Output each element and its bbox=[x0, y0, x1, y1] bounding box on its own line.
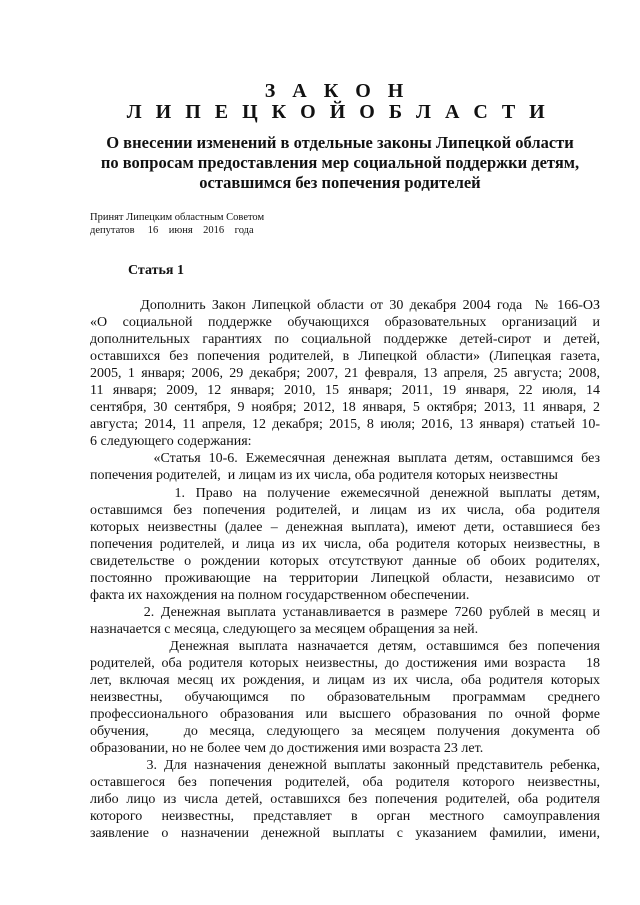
body-line: постоянно проживающие на территории Липецкой области, независимо от bbox=[90, 570, 600, 586]
body-line: назначается с месяца, следующего за месяцем обращения за ней. bbox=[90, 621, 479, 637]
body-line: 6 следующего содержания: bbox=[90, 434, 252, 450]
body-line: родителей, оба родителя которых неизвестны, до достижения ими возраста 18 bbox=[90, 655, 600, 671]
body-line: «Статья 10-6. Ежемесячная денежная выплата детям, оставшимся без bbox=[90, 451, 600, 467]
body-line: 1. Право на получение ежемесячной денежной выплаты детям, bbox=[90, 485, 600, 501]
law-region-title: Л И П Е Ц К О Й О Б Л А С Т И bbox=[126, 101, 550, 123]
article-body bbox=[90, 297, 600, 843]
law-subtitle bbox=[60, 133, 620, 193]
body-line: факта их нахождения на полном государственном обеспечении. bbox=[90, 587, 470, 603]
body-line: свидетельстве о рождении которых отсутствуют данные об обоих родителях, bbox=[90, 553, 600, 569]
body-line: попечения родителей, и лица из их числа, оба родителя которых неизвестны, в bbox=[90, 536, 600, 552]
adoption-date-line: депутатов 16 июня 2016 года bbox=[90, 225, 254, 236]
article-heading: Статья 1 bbox=[128, 263, 184, 278]
body-line: которого неизвестны, представляет в орган местного самоуправления bbox=[90, 809, 600, 825]
adoption-note bbox=[90, 211, 264, 237]
body-line: которых неизвестны (далее – денежная выплата), имеют дети, оставшиеся без bbox=[90, 519, 600, 535]
body-line: 2. Денежная выплата устанавливается в размере 7260 рублей в месяц и bbox=[90, 604, 600, 620]
body-line: обучения, до месяца, следующего за месяцем получения документа об bbox=[90, 724, 600, 740]
body-line: либо лицо из числа детей, оставшихся без попечения родителей, оба родителя bbox=[90, 792, 600, 808]
body-line: лет, включая месяц их рождения, и лицам из их числа, оба родителя которых bbox=[90, 673, 600, 689]
body-line: 11 января; 2009, 12 января; 2010, 15 января; 2011, 19 января, 22 июля, 14 bbox=[90, 383, 600, 399]
subtitle-line: О внесении изменений в отдельные законы Липецкой области bbox=[106, 133, 574, 152]
body-line: 3. Для назначения денежной выплаты законный представитель ребенка, bbox=[90, 758, 600, 774]
subtitle-line: по вопросам предоставления мер социальной поддержки детям, bbox=[100, 153, 580, 172]
body-line: заявление о назначении денежной выплаты с указанием фамилии, имени, bbox=[90, 826, 600, 842]
body-line: оставшегося без попечения родителей, оба родителя которого неизвестны, bbox=[90, 775, 600, 791]
body-line: оставшихся без попечения родителей, в Липецкой области» (Липецкая газета, bbox=[90, 349, 600, 365]
subtitle-line: оставшимся без попечения родителей bbox=[199, 173, 481, 192]
body-line: Денежная выплата назначается детям, оставшимся без попечения bbox=[90, 638, 600, 654]
body-line: оставшимся без попечения родителей, и лицам из их числа, оба родителя bbox=[90, 502, 600, 518]
body-line: сентября, 30 сентября, 9 ноября; 2012, 18 января, 5 октября; 2013, 11 января, 2 bbox=[90, 400, 600, 416]
body-line: Дополнить Закон Липецкой области от 30 декабря 2004 года № 166-ОЗ bbox=[90, 298, 600, 313]
body-line: профессионального образования или высшего образования по очной форме bbox=[90, 707, 600, 723]
adoption-line: Принят Липецким областным Советом bbox=[90, 212, 265, 223]
body-line: дополнительных гарантиях по социальной поддержке детей-сирот и детей, bbox=[90, 332, 600, 348]
body-line: 2005, 1 января; 2006, 29 декабря; 2007, 21 февраля, 13 апреля, 25 августа; 2008, bbox=[90, 366, 600, 382]
body-line: «О социальной поддержке обучающихся образовательных организаций и bbox=[90, 315, 600, 331]
body-line: августа; 2014, 11 апреля, 12 декабря; 2015, 8 июля; 2016, 13 января) статьей 10- bbox=[90, 417, 600, 433]
body-line: образовании, но не более чем до достижения ими возраста 23 лет. bbox=[90, 741, 484, 757]
law-title: З А К О Н bbox=[264, 80, 410, 102]
body-line: неизвестны, обучающимся по образовательным программам среднего bbox=[90, 690, 600, 706]
body-line: попечения родителей, и лицам из их числа, оба родителя которых неизвестны bbox=[90, 468, 558, 484]
